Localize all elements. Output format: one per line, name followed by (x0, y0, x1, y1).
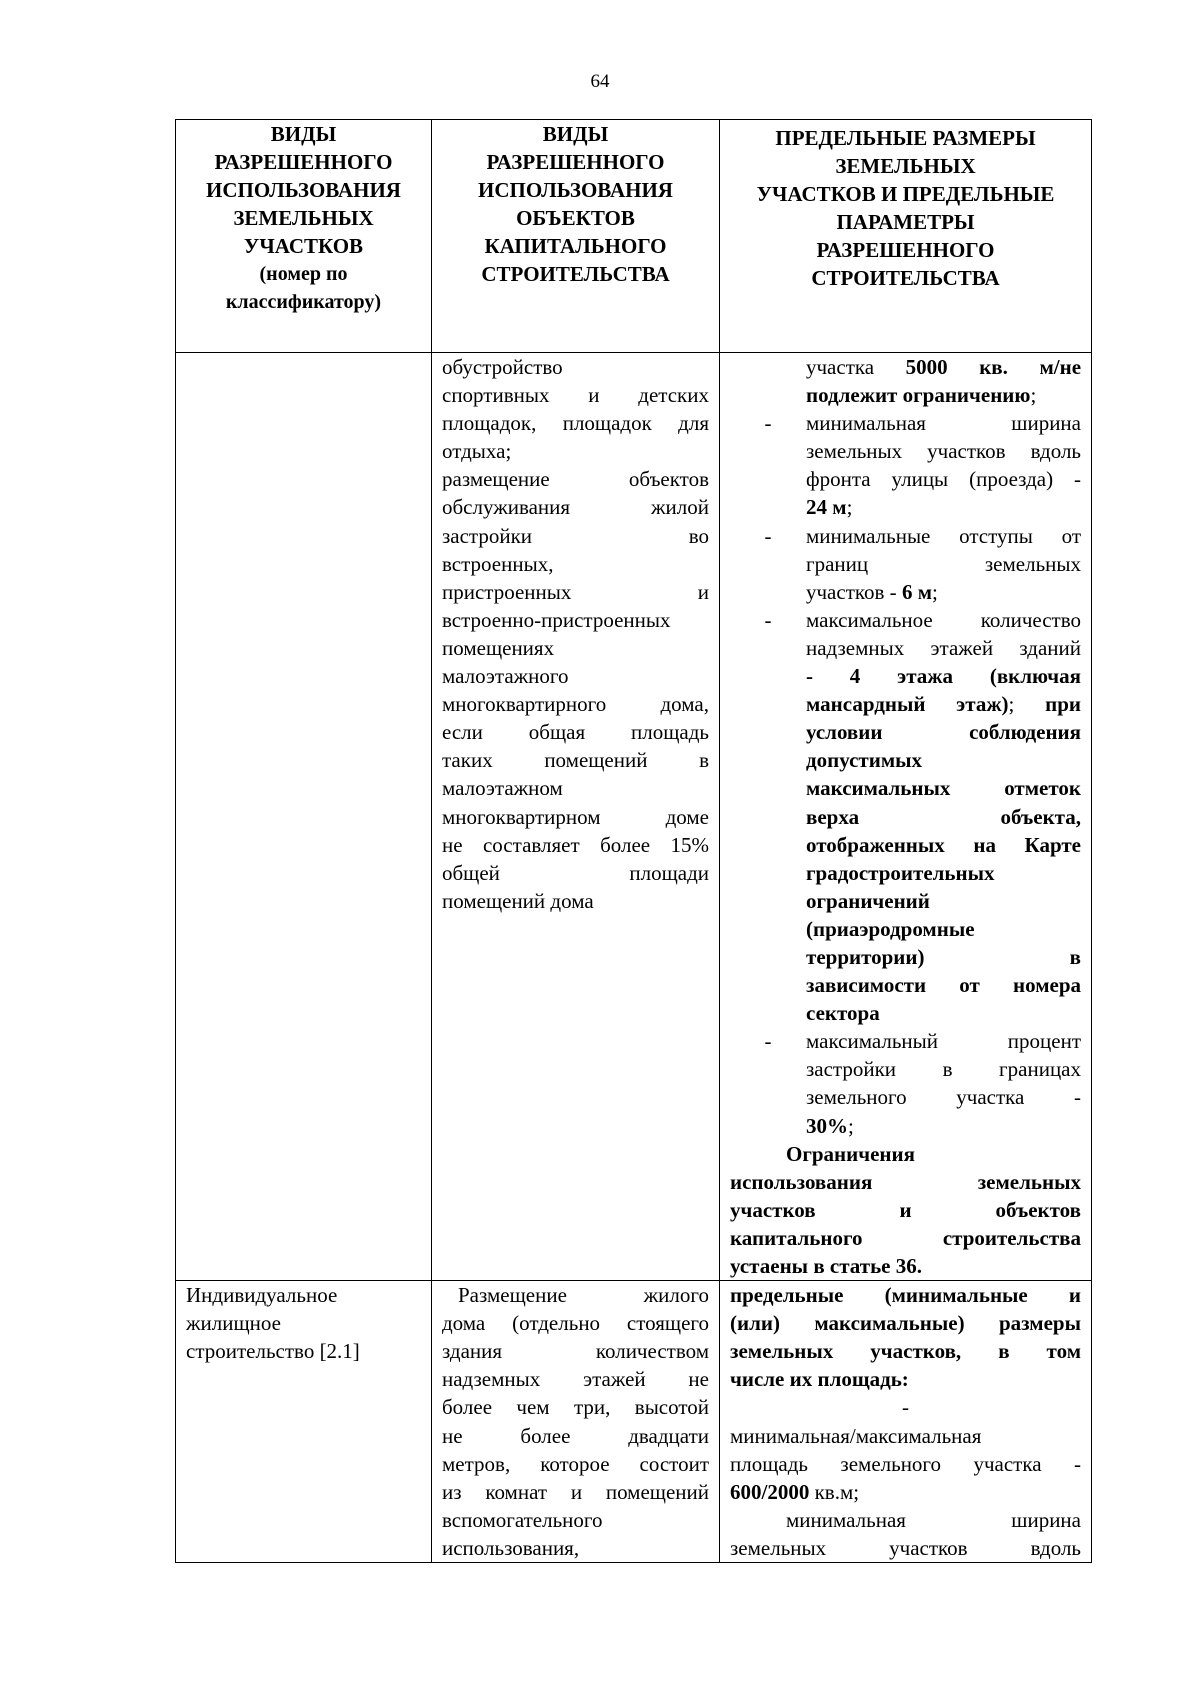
text-line: Размещение жилого (458, 1283, 709, 1308)
text-line: ограничений (806, 888, 930, 913)
value-bold: подлежит ограничению (806, 383, 1031, 408)
text-fragment: ; (1030, 383, 1037, 408)
cell-land-use-empty (176, 353, 432, 1281)
text-fragment: участка (806, 355, 875, 379)
text-fragment: ; (932, 579, 938, 604)
value-bold: 600/2000 (730, 1479, 810, 1504)
text-line: не более двадцати (442, 1423, 709, 1448)
text-fragment: ; (1008, 692, 1046, 717)
header-land-use-types (176, 120, 432, 353)
text-line: общей площади (442, 860, 709, 885)
header-text: РАЗРЕШЕННОГО (816, 238, 995, 262)
text-fragment: ; (848, 1113, 854, 1138)
text-line: таких помещений в (442, 748, 709, 773)
cell-capital-objects (432, 353, 720, 1281)
table-row (176, 1281, 1092, 1563)
text-line: (или) максимальные) размеры (730, 1311, 1081, 1336)
text-line: условии соблюдения (806, 720, 1081, 745)
header-text: ПАРАМЕТРЫ (836, 210, 975, 234)
text-line: помещений дома (442, 888, 594, 913)
header-text: КАПИТАЛЬНОГО (484, 234, 667, 258)
header-text: СТРОИТЕЛЬСТВА (481, 262, 670, 286)
text-line: максимальное количество (806, 607, 1081, 632)
bullet-dash: - (764, 411, 772, 436)
text-line: участков и объектов (730, 1197, 1081, 1222)
continued-item (730, 353, 1081, 409)
text-line: допустимых (806, 748, 923, 773)
text-line: малоэтажного (442, 664, 569, 689)
text-line: надземных этажей не (442, 1367, 709, 1392)
bullet-item-coverage (730, 1027, 1081, 1139)
header-text: ЗЕМЕЛЬНЫХ (233, 206, 374, 230)
page-number: 64 (590, 71, 610, 92)
text-line: спортивных и детских (442, 383, 709, 408)
text-fragment: ; (846, 495, 853, 520)
header-text: ИСПОЛЬЗОВАНИЯ (206, 178, 401, 202)
text-line: обслуживания жилой (442, 495, 709, 520)
text-line: минимальная ширина (806, 411, 1081, 436)
text-line: максимальных отметок (806, 776, 1081, 801)
text-line: жилищное (186, 1311, 281, 1336)
header-text: УЧАСТКОВ И ПРЕДЕЛЬНЫЕ (756, 182, 1055, 206)
value-bold: 30% (806, 1113, 848, 1138)
text-line: из комнат и помещений (442, 1479, 709, 1504)
value-bold: при (1045, 692, 1081, 717)
text-line: минимальная ширина (786, 1507, 1081, 1532)
header-text: ВИДЫ (270, 122, 337, 146)
text-line: более чем три, высотой (442, 1395, 709, 1420)
header-capital-construction-types (432, 120, 720, 353)
text-line: территории) в (806, 944, 1081, 969)
text-line: предельные (минимальные и (730, 1283, 1081, 1308)
bullet-dash: - (902, 1395, 909, 1420)
value-bold: мансардный этаж) (806, 692, 1009, 717)
text-line: площадок, площадок для (442, 411, 709, 436)
text-line: размещение объектов (442, 467, 709, 492)
text-line: земельного участка - (806, 1085, 1081, 1110)
text-line: малоэтажном (442, 776, 563, 801)
table-header-row (176, 120, 1092, 353)
text-line: Индивидуальное (186, 1283, 338, 1308)
text-line: многоквартирного дома, (442, 692, 709, 717)
text-line: обустройство (442, 355, 563, 379)
text-line: метров, которое состоит (442, 1451, 709, 1476)
text-line: встроенно-пристроенных (442, 607, 671, 632)
text-line: вспомогательного (442, 1507, 603, 1532)
text-line: земельных участков, в том (730, 1339, 1081, 1364)
text-line: капитального строительства (730, 1225, 1081, 1250)
text-line: фронта улицы (проезда) - (806, 467, 1081, 492)
text-line: числе их площадь: (730, 1367, 909, 1392)
cell-land-use-type (176, 1281, 432, 1563)
text-line: верха объекта, (806, 804, 1081, 829)
text-line: минимальные отступы от (806, 523, 1081, 548)
header-text: ИСПОЛЬЗОВАНИЯ (478, 178, 673, 202)
text-line: помещениях (442, 635, 555, 660)
text-line: - 4 этажа (включая (806, 664, 1081, 689)
bullet-item-min-width (730, 409, 1081, 521)
header-subtext: классификатору) (225, 291, 382, 313)
restrictions-title: Ограничения (786, 1141, 915, 1166)
header-text: ЗЕМЕЛЬНЫХ (835, 154, 976, 178)
text-line: зависимости от номера (806, 973, 1081, 998)
restrictions-note (730, 1140, 1081, 1280)
text-line: использования земельных (730, 1169, 1081, 1194)
cell-limit-parameters (720, 353, 1092, 1281)
value-bold: 6 м (901, 579, 932, 604)
text-line: застройки во (442, 523, 709, 548)
text-line: (приаэродромные (806, 916, 975, 941)
text-line: минимальная/максимальная (730, 1423, 982, 1448)
text-line: встроенных, (442, 551, 554, 576)
header-text: РАЗРЕШЕННОГО (214, 150, 393, 174)
text-line: отображенных на Карте (806, 832, 1081, 857)
header-text: РАЗРЕШЕННОГО (486, 150, 665, 174)
text-line: строительство [2.1] (186, 1339, 360, 1364)
text-line: застройки в границах (806, 1057, 1081, 1082)
text-line: границ земельных (806, 551, 1081, 576)
header-text: УЧАСТКОВ (243, 234, 364, 258)
text-line: земельных участков вдоль (806, 439, 1081, 464)
text-line: сектора (806, 1001, 880, 1026)
header-text: ПРЕДЕЛЬНЫЕ РАЗМЕРЫ (775, 126, 1036, 150)
bullet-dash: - (764, 1029, 772, 1054)
text-line: площадь земельного участка - (730, 1451, 1081, 1476)
text-line: надземных этажей зданий (806, 635, 1081, 660)
text-fragment: кв.м; (809, 1479, 860, 1504)
header-text: СТРОИТЕЛЬСТВА (811, 266, 1000, 290)
header-text: ОБЪЕКТОВ (516, 206, 635, 230)
header-text: ВИДЫ (542, 122, 609, 146)
text-line: если общая площадь (442, 720, 709, 745)
text-line: земельных участков вдоль (730, 1535, 1081, 1560)
bullet-dash: - (764, 607, 772, 632)
text-line: здания количеством (442, 1339, 709, 1364)
text-line: многоквартирном доме (442, 804, 709, 829)
text-line: дома (отдельно стоящего (442, 1311, 709, 1336)
text-line: отдыха; (442, 439, 512, 464)
bullet-item-floors (730, 606, 1081, 1027)
header-limit-parameters (720, 120, 1092, 353)
bullet-dash: - (764, 523, 772, 548)
value-bold: 5000 кв. м/не (905, 355, 1082, 379)
bullet-item-setbacks (730, 522, 1081, 606)
text-line: пристроенных и (442, 579, 709, 604)
zoning-table (175, 119, 1092, 1563)
cell-limit-parameters (720, 1281, 1092, 1563)
text-line: градостроительных (806, 860, 995, 885)
cell-capital-objects (432, 1281, 720, 1563)
text-line: максимальный процент (806, 1029, 1081, 1054)
text-fragment: участков - (806, 579, 902, 604)
text-line: использования, (442, 1535, 580, 1560)
text-line: не составляет более 15% (442, 832, 709, 857)
header-subtext: (номер по (259, 263, 348, 285)
text-line: устаены в статье 36. (730, 1254, 922, 1278)
value-bold: 24 м (806, 495, 847, 520)
table-row (176, 353, 1092, 1281)
